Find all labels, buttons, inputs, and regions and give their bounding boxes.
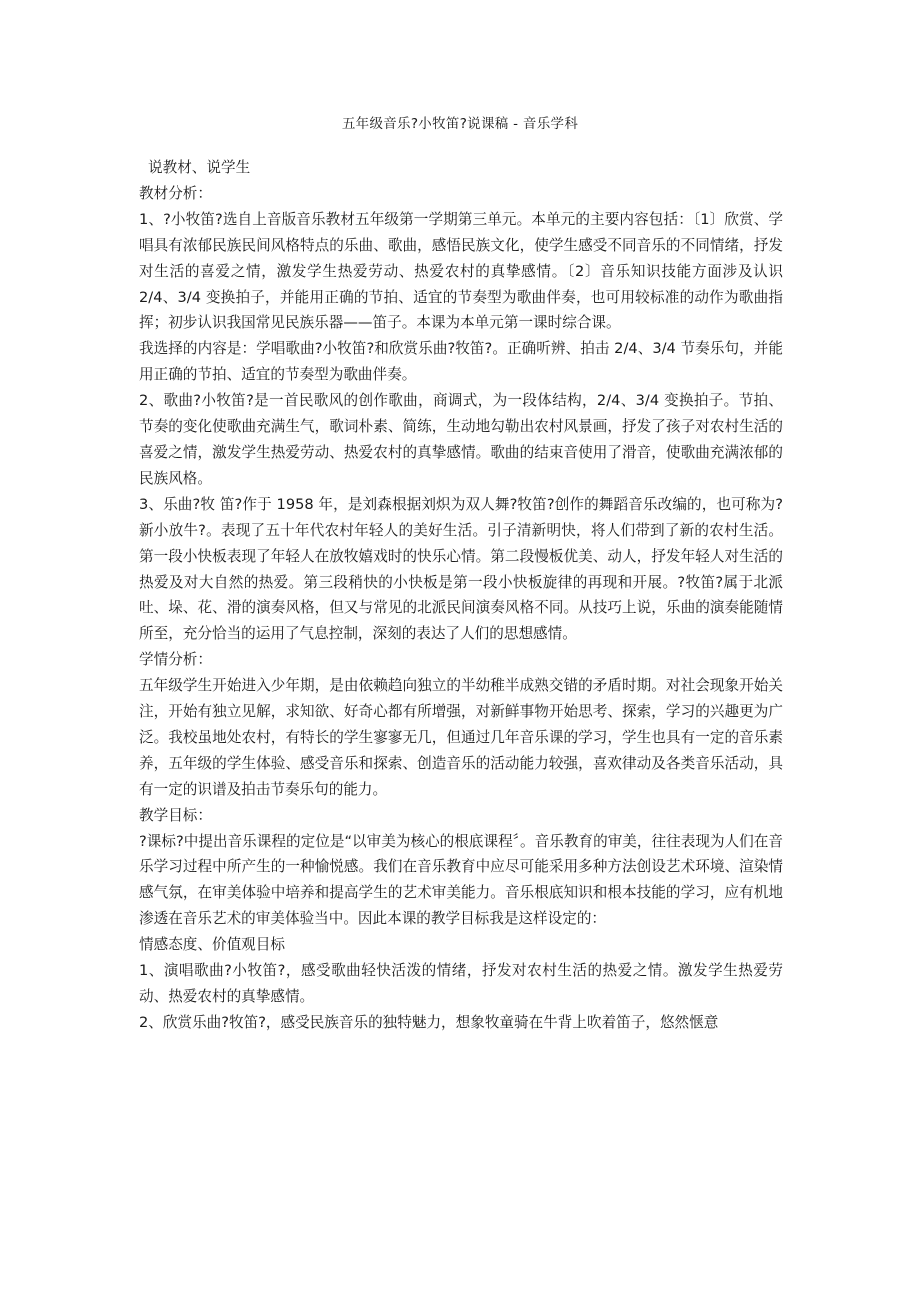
paragraph-textbook-point-1: 1、?小牧笛?选自上音版音乐教材五年级第一学期第三单元。本单元的主要内容包括：〔1〕欣赏、学唱具有浓郁民族民间风格特点的乐曲、歌曲，感悟民族文化，使学生感受不同音乐的不同情绪，抒发对生活的喜爱之情，激发学生热爱劳动、热爱农村的真挚感情。〔2〕音乐知识技能方面涉及认识 2/4、3/4 变换拍子，并能用正确的节拍、适宜的节奏型为歌曲伴奏，也可用较标准的动作为歌曲指挥；初步认识我国常见民族乐器——笛子。本课为本单元第一课时综合课。 (139, 210, 783, 332)
section-heading-textbook-and-students: 说教材、说学生 (148, 159, 251, 176)
paragraph-textbook-point-2: 2、歌曲?小牧笛?是一首民歌风的创作歌曲，商调式，为一段体结构，2/4、3/4 变换拍子。节拍、节奏的变化使歌曲充满生气，歌词朴素、简练，生动地勾勒出农村风景画，抒发了孩子对农村生活的喜爱之情，激发学生热爱劳动、热爱农村的真挚感情。歌曲的结束音使用了滑音，使歌曲充满浓郁的民族风格。 (139, 392, 783, 487)
paragraph-teaching-goals: ?课标?中提出音乐课程的定位是“以审美为核心的根底课程〞。音乐教育的审美，往往表现为人们在音乐学习过程中所产生的一种愉悦感。我们在音乐教育中应尽可能采用多种方法创设艺术环境、渲染情感气氛，在审美体验中培养和提高学生的艺术审美能力。音乐根底知识和根本技能的学习，应有机地渗透在音乐艺术的审美体验当中。因此本课的教学目标我是这样设定的： (139, 832, 783, 928)
document-title: 五年级音乐?小牧笛?说课稿 - 音乐学科 (341, 116, 579, 132)
paragraph-goal-2: 2、欣赏乐曲?牧笛?，感受民族音乐的独特魅力，想象牧童骑在牛背上吹着笛子，悠然惬意 (139, 1013, 719, 1031)
heading-textbook-analysis: 教材分析： (139, 184, 212, 202)
document-body (139, 155, 783, 1036)
heading-emotion-goals: 情感态度、价值观目标 (139, 936, 285, 954)
heading-teaching-goals: 教学目标： (139, 806, 212, 824)
paragraph-student-analysis: 五年级学生开始进入少年期，是由依赖趋向独立的半幼稚半成熟交错的矛盾时期。对社会现象开始关注，开始有独立见解，求知欲、好奇心都有所增强，对新鲜事物开始思考、探索，学习的兴趣更为广泛。我校虽地处农村，有特长的学生寥寥无几，但通过几年音乐课的学习，学生也具有一定的音乐素养，五年级的学生体验、感受音乐和探索、创造音乐的活动能力较强，喜欢律动及各类音乐活动，具有一定的识谱及拍击节奏乐句的能力。 (139, 677, 783, 798)
paragraph-textbook-point-3: 3、乐曲?牧 笛?作于 1958 年，是刘森根据刘炽为双人舞?牧笛?创作的舞蹈音乐改编的，也可称为?新小放牛?。表现了五十年代农村年轻人的美好生活。引子清新明快，将人们带到了新的农村生活。第一段小快板表现了年轻人在放牧嬉戏时的快乐心情。第二段慢板优美、动人，抒发年轻人对生活的热爱及对大自然的热爱。第三段稍快的小快板是第一段小快板旋律的再现和开展。?牧笛?属于北派吐、垛、花、滑的演奏风格，但又与常见的北派民间演奏风格不同。从技巧上说，乐曲的演奏能随情所至，充分恰当的运用了气息控制，深刻的表达了人们的思想感情。 (139, 495, 783, 643)
paragraph-selected-content: 我选择的内容是：学唱歌曲?小牧笛?和欣赏乐曲?牧笛?。正确听辨、拍击 2/4、3/4 节奏乐句，并能用正确的节拍、适宜的节奏型为歌曲伴奏。 (139, 340, 783, 384)
heading-student-analysis: 学情分析： (139, 651, 212, 669)
paragraph-goal-1: 1、演唱歌曲?小牧笛?，感受歌曲轻快活泼的情绪，抒发对农村生活的热爱之情。激发学生热爱劳动、热爱农村的真挚感情。 (139, 962, 783, 1005)
